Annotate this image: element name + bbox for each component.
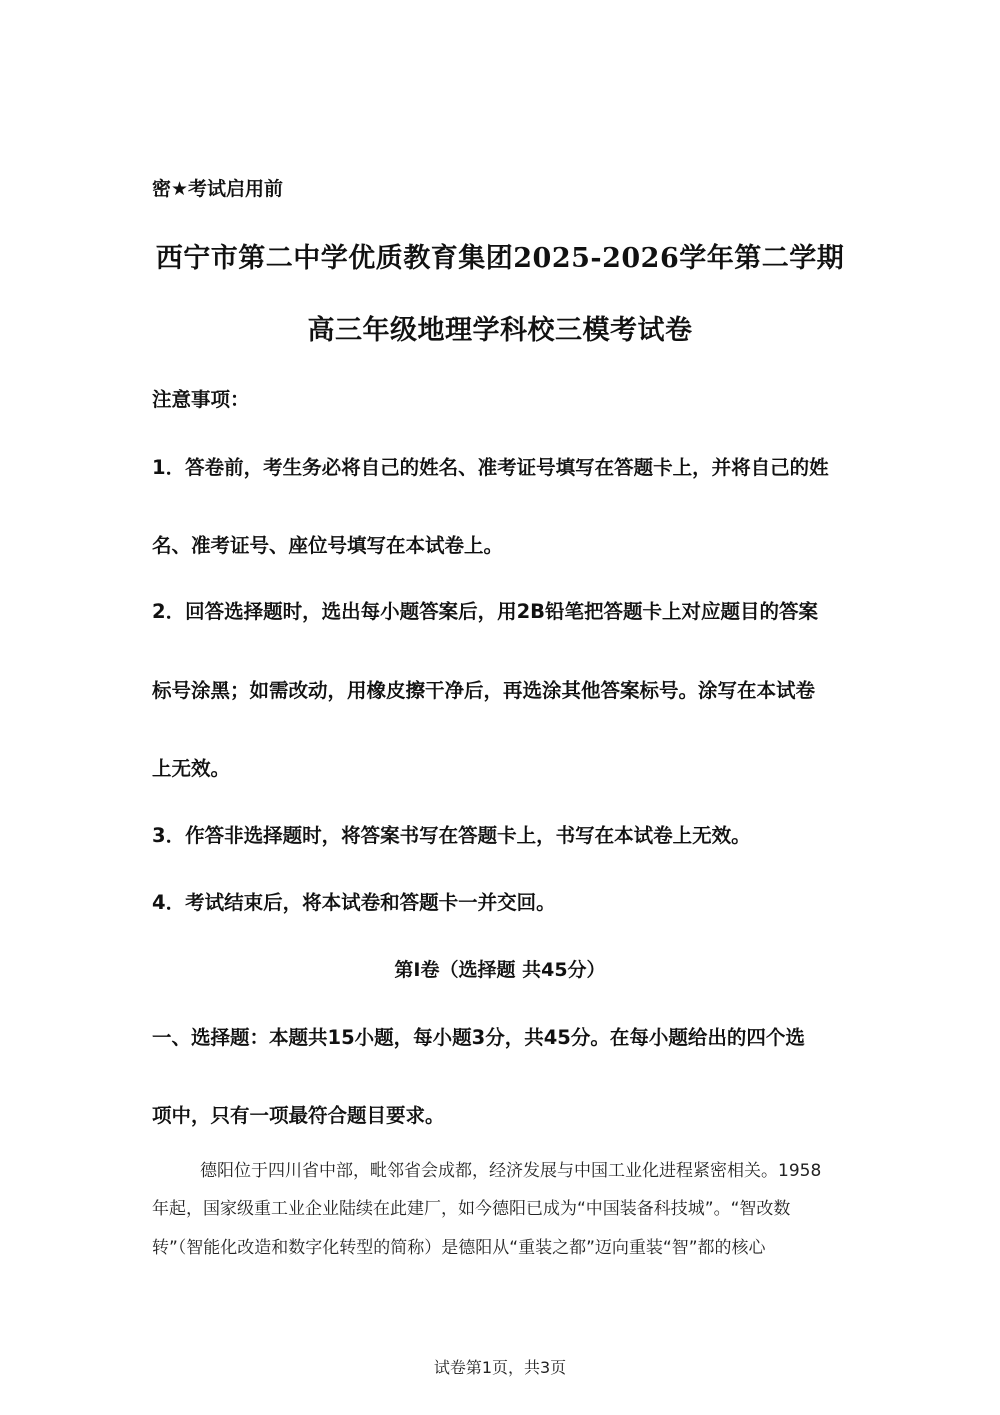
notice-item-2-line-3: 上无效。 — [152, 757, 231, 780]
notice-item-1-line-2: 名、准考证号、座位号填写在本试卷上。 — [152, 534, 504, 557]
notice-heading: 注意事项： — [152, 388, 250, 411]
section-instruction-line-2: 项中，只有一项最符合题目要求。 — [152, 1104, 445, 1127]
notice-item-3: 3．作答非选择题时，将答案书写在答题卡上，书写在本试卷上无效。 — [152, 824, 751, 847]
exam-title-line-1: 西宁市第二中学优质教育集团2025-2026学年第二学期 — [155, 243, 845, 274]
page-footer: 试卷第1页，共3页 — [433, 1358, 567, 1377]
notice-item-1-line-1: 1．答卷前，考生务必将自己的姓名、准考证号填写在答题卡上，并将自己的姓 — [152, 456, 829, 479]
exam-title-line-2: 高三年级地理学科校三模考试卷 — [307, 315, 693, 346]
secret-mark: 密★考试启用前 — [152, 178, 284, 200]
section-instruction-line-1: 一、选择题：本题共15小题，每小题3分，共45分。在每小题给出的四个选 — [152, 1026, 805, 1049]
passage-line-3: 转”（智能化改造和数字化转型的简称）是德阳从“重装之都”迈向重装“智”都的核心 — [152, 1238, 766, 1258]
notice-item-2-line-1: 2．回答选择题时，选出每小题答案后，用2B铅笔把答题卡上对应题目的答案 — [152, 600, 818, 623]
passage-line-2: 年起，国家级重工业企业陆续在此建厂，如今德阳已成为“中国装备科技城”。“智改数 — [152, 1199, 791, 1219]
section-title: 第I卷（选择题 共45分） — [394, 959, 606, 981]
notice-item-4: 4．考试结束后，将本试卷和答题卡一并交回。 — [152, 891, 556, 914]
passage-line-1: 德阳位于四川省中部，毗邻省会成都，经济发展与中国工业化进程紧密相关。1958 — [200, 1161, 822, 1181]
notice-item-2-line-2: 标号涂黑；如需改动，用橡皮擦干净后，再选涂其他答案标号。涂写在本试卷 — [152, 679, 816, 702]
